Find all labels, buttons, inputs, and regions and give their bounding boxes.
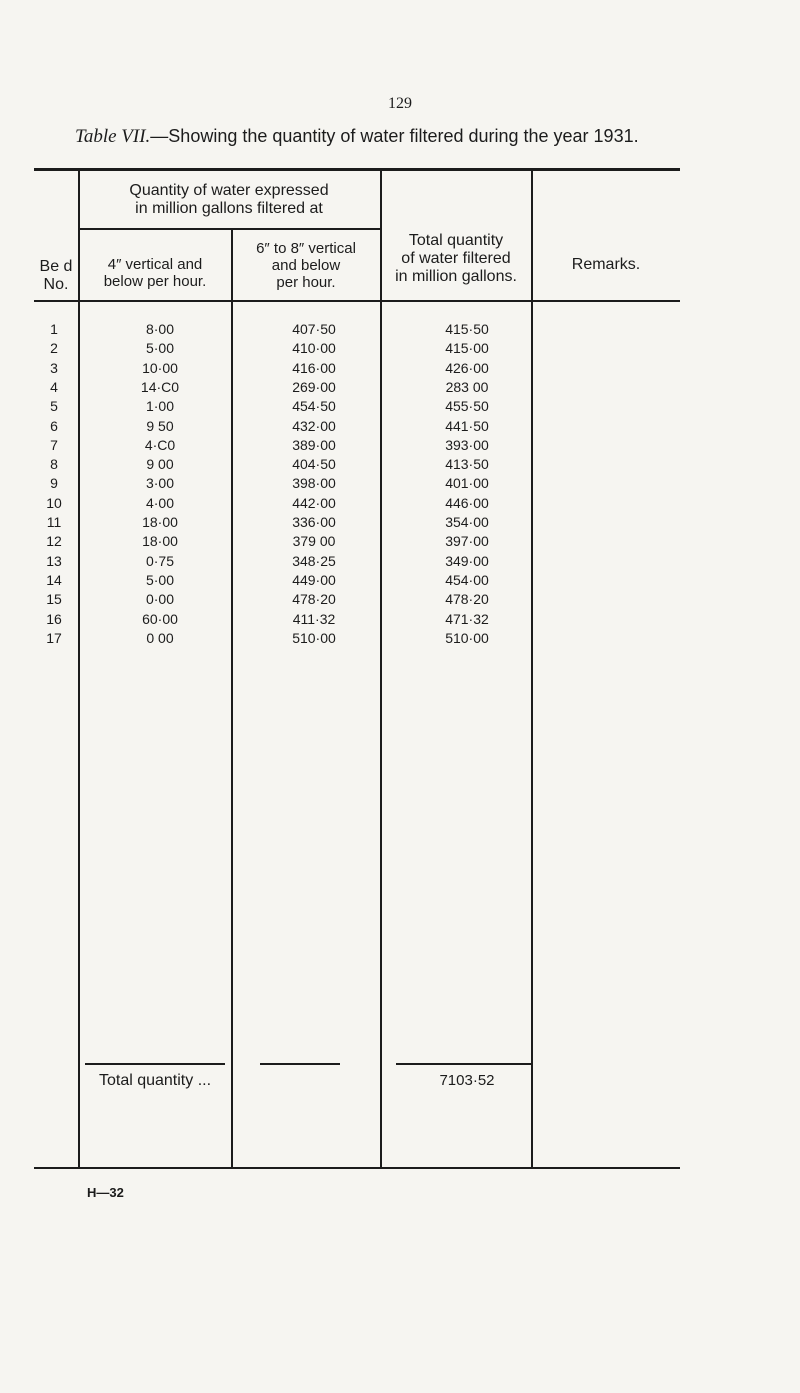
quantity-total: 446·00 bbox=[445, 494, 489, 511]
quantity-4in: 3·00 bbox=[145, 475, 175, 492]
bed-number: 3 bbox=[50, 359, 58, 376]
table-row bbox=[0, 533, 800, 551]
table-row bbox=[0, 553, 800, 571]
quantity-4in: 4·C0 bbox=[144, 436, 176, 453]
quantity-4in: 18·00 bbox=[142, 514, 178, 530]
bed-number: 7 bbox=[50, 436, 58, 453]
quantity-6-8in: 449·00 bbox=[292, 571, 336, 588]
quantity-total: 454·00 bbox=[445, 571, 489, 588]
quantity-6-8in: 410·00 bbox=[292, 340, 336, 357]
quantity-6-8in: 336·00 bbox=[292, 514, 336, 530]
quantity-6-8in: 411·32 bbox=[292, 610, 336, 627]
quantity-4in: 0 00 bbox=[146, 629, 174, 646]
table-title-rest: —Showing the quantity of water filtered during the year 1931. bbox=[150, 126, 639, 146]
table-row bbox=[0, 340, 800, 358]
bed-number: 14 bbox=[46, 571, 62, 588]
bed-number: 9 bbox=[50, 475, 58, 492]
total-rule-a bbox=[85, 1063, 225, 1065]
table-row bbox=[0, 611, 800, 629]
quantity-4in: 60·00 bbox=[142, 610, 178, 627]
subheader-rule bbox=[78, 228, 380, 230]
quantity-4in: 0·00 bbox=[145, 591, 175, 608]
quantity-4in: 1·00 bbox=[145, 398, 175, 415]
bed-number: 5 bbox=[50, 398, 58, 415]
quantity-total: 397·00 bbox=[445, 533, 489, 550]
quantity-6-8in: 398·00 bbox=[292, 475, 336, 492]
quantity-total: 455·50 bbox=[445, 398, 489, 415]
quantity-total: 393·00 bbox=[445, 436, 489, 453]
quantity-4in: 8·00 bbox=[145, 321, 175, 337]
bottom-rule bbox=[34, 1167, 680, 1169]
col-a-header-line2: below per hour. bbox=[103, 273, 207, 290]
table-row bbox=[0, 572, 800, 590]
bed-number: 13 bbox=[46, 552, 62, 569]
quantity-6-8in: 404·50 bbox=[292, 456, 336, 473]
quantity-4in: 5·00 bbox=[145, 340, 175, 357]
quantity-6-8in: 454·50 bbox=[292, 398, 336, 415]
quantity-4in: 5·00 bbox=[145, 571, 175, 588]
table-row bbox=[0, 495, 800, 513]
quantity-4in: 14·C0 bbox=[140, 378, 180, 395]
col-b-header-line3: per hour. bbox=[276, 274, 336, 291]
col-b-header-line1: 6″ to 8″ vertical bbox=[256, 240, 356, 257]
quantity-4in: 9 00 bbox=[146, 456, 174, 473]
total-header-line1: Total quantity bbox=[408, 232, 504, 249]
col-b-header bbox=[233, 240, 379, 291]
quantity-total: 426·00 bbox=[445, 359, 489, 376]
quantity-6-8in: 432·00 bbox=[292, 417, 336, 434]
col-b-header-line2: and below bbox=[271, 257, 341, 274]
table-title-lead: Table VII. bbox=[75, 126, 151, 147]
table-row bbox=[0, 514, 800, 532]
quantity-total: 478·20 bbox=[445, 591, 489, 608]
table-row bbox=[0, 360, 800, 378]
col-divider-4 bbox=[531, 170, 533, 1168]
quantity-header-line2: in million gallons filtered at bbox=[135, 200, 323, 217]
signature-mark: H—32 bbox=[87, 1185, 124, 1200]
quantity-total: 471·32 bbox=[445, 610, 489, 627]
col-divider-1 bbox=[78, 170, 80, 1168]
bed-number: 8 bbox=[50, 456, 58, 473]
quantity-total: 354·00 bbox=[445, 514, 489, 530]
quantity-6-8in: 379 00 bbox=[292, 533, 336, 550]
table-row bbox=[0, 630, 800, 648]
bed-number: 12 bbox=[46, 533, 62, 550]
quantity-total: 283 00 bbox=[445, 378, 489, 395]
table-row bbox=[0, 321, 800, 339]
remarks-header: Remarks. bbox=[571, 256, 641, 273]
total-rule-c bbox=[396, 1063, 532, 1065]
page-number: 129 bbox=[388, 95, 412, 112]
bed-header-line1: Be d bbox=[39, 258, 73, 275]
bed-header bbox=[36, 258, 76, 294]
quantity-6-8in: 442·00 bbox=[292, 494, 336, 511]
quantity-4in: 18·00 bbox=[142, 533, 178, 550]
col-a-header-line1: 4″ vertical and bbox=[107, 256, 203, 273]
bed-number: 4 bbox=[50, 378, 58, 395]
table-title bbox=[75, 126, 639, 148]
table-row bbox=[0, 475, 800, 493]
quantity-total: 401·00 bbox=[445, 475, 489, 492]
bed-header-line2: No. bbox=[43, 276, 69, 293]
bed-number: 1 bbox=[50, 321, 58, 337]
quantity-group-header bbox=[80, 182, 378, 218]
quantity-total: 349·00 bbox=[445, 552, 489, 569]
total-rule-b bbox=[260, 1063, 340, 1065]
table-row bbox=[0, 398, 800, 416]
top-rule bbox=[34, 168, 680, 171]
quantity-4in: 4·00 bbox=[145, 494, 175, 511]
table-row bbox=[0, 437, 800, 455]
quantity-total: 413·50 bbox=[445, 456, 489, 473]
quantity-4in: 10·00 bbox=[142, 359, 178, 376]
bed-number: 17 bbox=[46, 629, 62, 646]
grand-total-value: 7103·52 bbox=[439, 1072, 495, 1089]
quantity-6-8in: 416·00 bbox=[292, 359, 336, 376]
bed-number: 2 bbox=[50, 340, 58, 357]
quantity-6-8in: 269·00 bbox=[292, 378, 336, 395]
quantity-header-line1: Quantity of water expressed bbox=[129, 182, 329, 199]
col-a-header bbox=[80, 256, 230, 290]
quantity-6-8in: 510·00 bbox=[292, 629, 336, 646]
bed-number: 10 bbox=[46, 494, 62, 511]
total-quantity-label: Total quantity ... bbox=[98, 1072, 212, 1089]
quantity-total: 415·00 bbox=[445, 340, 489, 357]
total-header-line3: in million gallons. bbox=[395, 268, 517, 285]
header-bottom-rule bbox=[34, 300, 680, 302]
quantity-6-8in: 348·25 bbox=[292, 552, 336, 569]
total-header-line2: of water filtered bbox=[401, 250, 511, 267]
quantity-6-8in: 389·00 bbox=[292, 436, 336, 453]
bed-number: 11 bbox=[46, 514, 62, 530]
quantity-total: 415·50 bbox=[445, 321, 489, 337]
total-header bbox=[382, 232, 530, 286]
table-row bbox=[0, 591, 800, 609]
table-row bbox=[0, 379, 800, 397]
quantity-4in: 0·75 bbox=[145, 552, 175, 569]
bed-number: 15 bbox=[46, 591, 62, 608]
quantity-6-8in: 478·20 bbox=[292, 591, 336, 608]
table-row bbox=[0, 418, 800, 436]
bed-number: 6 bbox=[50, 417, 58, 434]
bed-number: 16 bbox=[46, 610, 62, 627]
col-divider-3 bbox=[380, 170, 382, 1168]
quantity-total: 510·00 bbox=[445, 629, 489, 646]
quantity-6-8in: 407·50 bbox=[292, 321, 336, 337]
quantity-total: 441·50 bbox=[445, 417, 489, 434]
quantity-4in: 9 50 bbox=[146, 417, 174, 434]
table-row bbox=[0, 456, 800, 474]
